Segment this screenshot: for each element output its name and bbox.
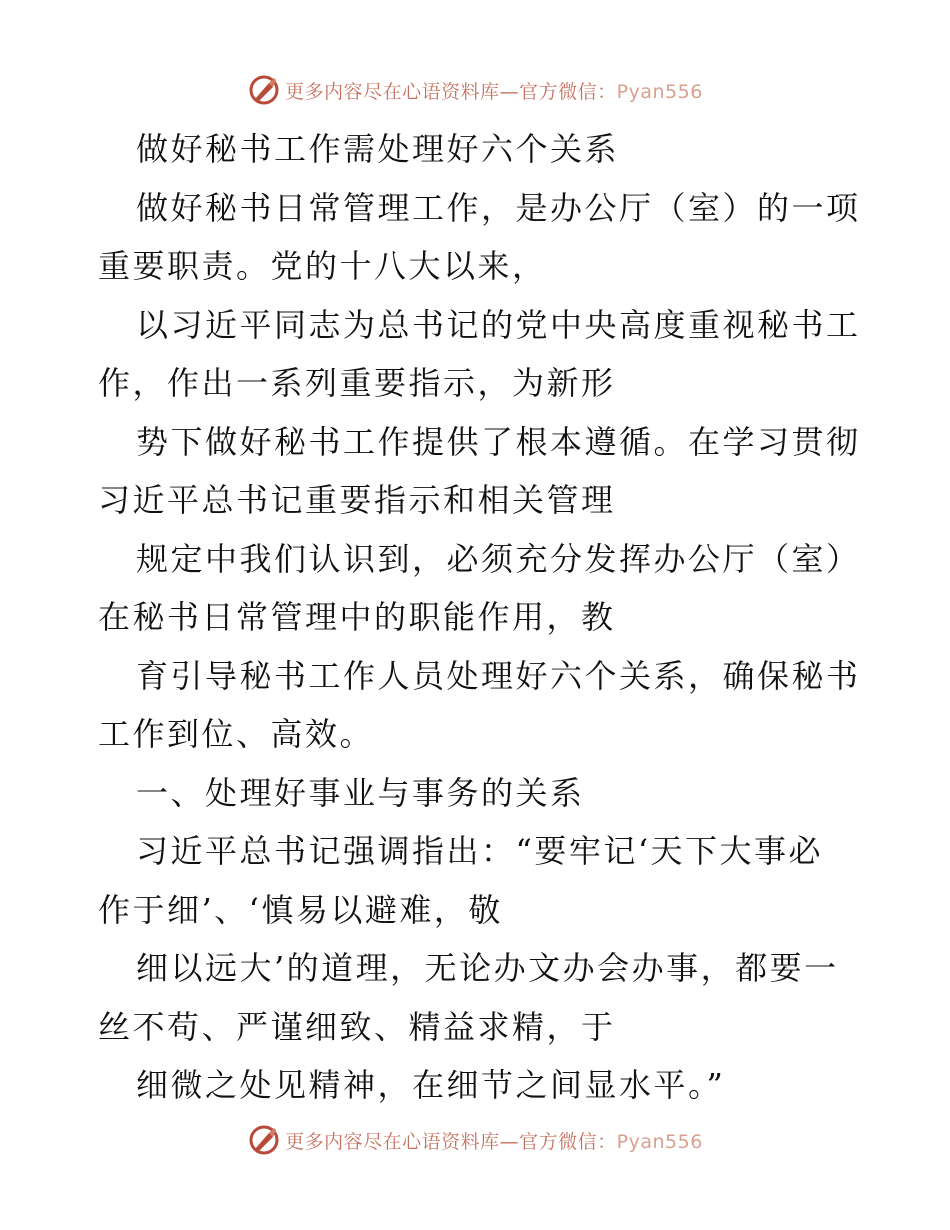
paragraph-line: 习近平总书记重要指示和相关管理 [98,481,616,519]
paragraph-line: 做好秘书日常管理工作，是办公厅（室）的一项 [136,188,861,227]
paragraph-line: 重要职责。党的十八大以来， [98,247,547,285]
pen-nib-logo-icon [247,73,281,107]
document-title: 做好秘书工作需处理好六个关系 [136,130,620,168]
paragraph-line: 习近平总书记强调指出：“要牢记‘天下大事必 [136,832,824,870]
paragraph-line: 工作到位、高效。 [98,715,375,753]
header-banner-text: 更多内容尽在心语资料库—官方微信：Pyan556 [285,80,703,103]
paragraph-line: 规定中我们认识到，必须充分发挥办公厅（室） [136,539,861,578]
paragraph-line: 作于细’、‘慎易以避难，敬 [98,890,503,929]
header-banner [0,70,950,110]
footer-banner [0,1120,950,1160]
paragraph-line: 细以远大’的道理，无论办文办会办事，都要一 [136,949,839,987]
paragraph-line: 丝不苟、严谨细致、精益求精，于 [98,1007,616,1046]
document-body [98,120,868,1115]
footer-banner-text: 更多内容尽在心语资料库—官方微信：Pyan556 [285,1130,703,1153]
pen-nib-logo-icon [247,1123,281,1157]
paragraph-line: 育引导秘书工作人员处理好六个关系，确保秘书 [136,656,861,695]
paragraph-line: 势下做好秘书工作提供了根本遵循。在学习贯彻 [136,422,861,461]
paragraph-line: 细微之处见精神，在细节之间显水平。” [136,1066,726,1104]
section-heading: 一、处理好事业与事务的关系 [136,773,585,812]
paragraph-line: 以习近平同志为总书记的党中央高度重视秘书工 [136,305,861,344]
paragraph-line: 作，作出一系列重要指示，为新形 [98,364,616,402]
paragraph-line: 在秘书日常管理中的职能作用，教 [98,598,616,636]
